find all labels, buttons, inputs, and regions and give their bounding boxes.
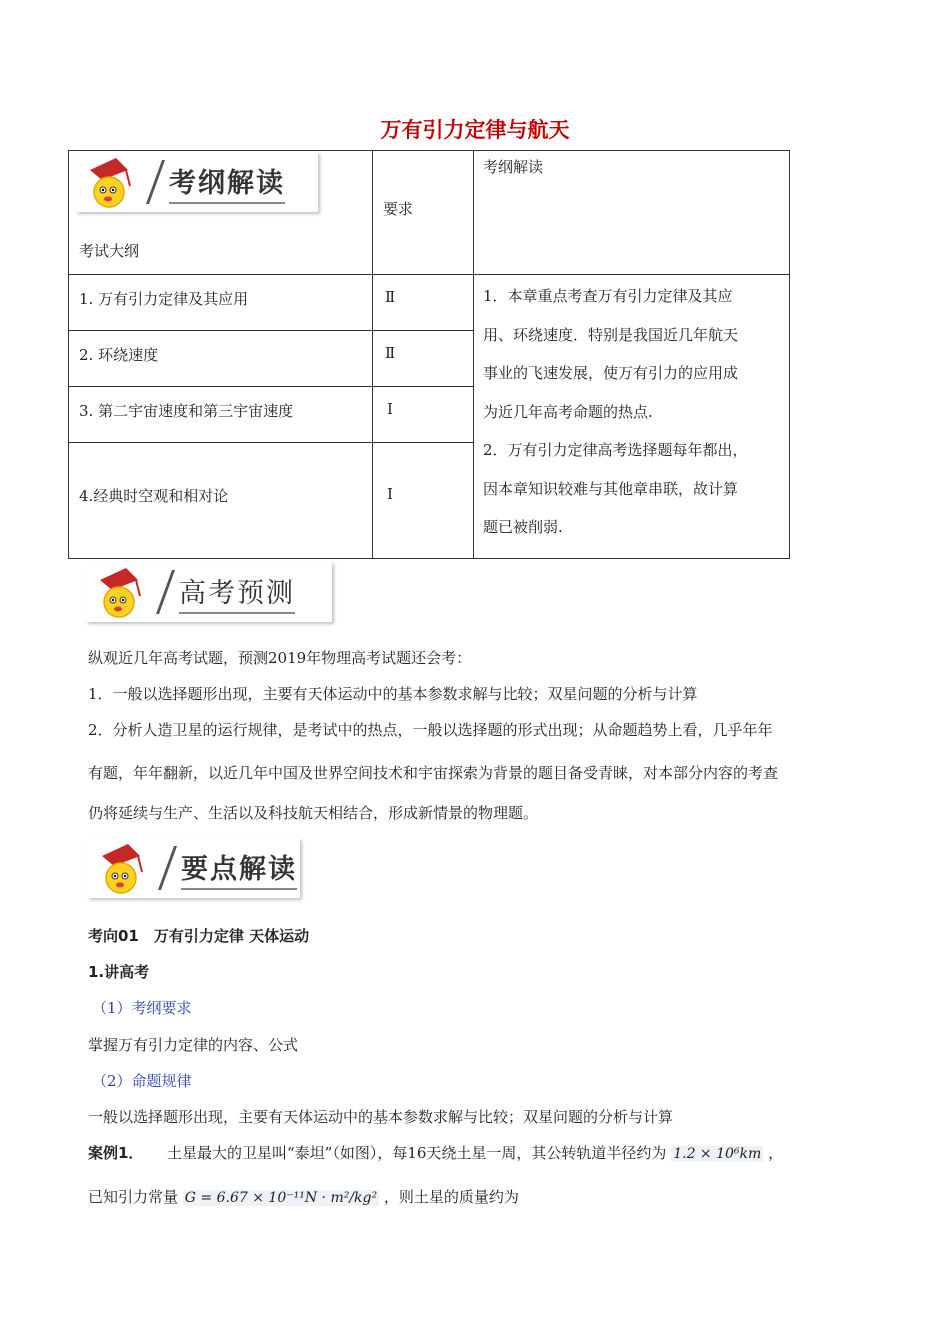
banner-keypoints <box>88 838 300 898</box>
case-formula-gravity: G = 6.67 × 10⁻¹¹N · m²/kg² <box>184 1190 378 1206</box>
forecast-item-2-line: 仍将延续与生产、生活以及科技航天相结合，形成新情景的物理题。 <box>88 804 539 822</box>
topic-4: 4.经典时空观和相对论 <box>79 487 229 505</box>
forecast-item-1: 1．一般以选择题形出现，主要有天体运动中的基本参数求解与比较；双星问题的分析与计算 <box>88 685 698 703</box>
banner-keypoints-text: 要点解读 <box>181 847 297 890</box>
case-comma: ， <box>768 1144 784 1162</box>
page-title: 万有引力定律与航天 <box>380 118 570 142</box>
header-cell-requirement <box>373 151 474 275</box>
case-line-1 <box>88 1143 783 1164</box>
banner-outline <box>76 152 318 212</box>
interpretation-cell <box>474 275 790 559</box>
forecast-intro: 纵观近几年高考试题，预测2019年物理高考试题还会考： <box>88 649 472 667</box>
header-cell-interpretation <box>474 151 790 275</box>
case-text-1: 土星最大的卫星叫“泰坦”（如图），每16天绕土星一周，其公转轨道半径约为 <box>167 1144 667 1162</box>
interp-line: 因本章知识较难与其他章串联，故计算 <box>483 479 739 498</box>
mascot-icon <box>88 838 152 898</box>
case-text-2a: 已知引力常量 <box>88 1188 179 1206</box>
mascot-icon <box>76 152 140 212</box>
banner-forecast <box>86 562 332 622</box>
table-row <box>69 331 373 387</box>
forecast-item-2-line: 2．分析人造卫星的运行规律，是考试中的热点，一般以选择题的形式出现；从命题趋势上看，几乎年年 <box>88 721 773 739</box>
subsection-heading: 1.讲高考 <box>88 963 150 981</box>
section-heading: 考向01 万有引力定律 天体运动 <box>88 927 310 945</box>
case-formula-radius: 1.2 × 10⁶km <box>673 1146 762 1162</box>
interp-line: 题已被削弱. <box>483 518 563 536</box>
rule-label: （2）命题规律 <box>92 1072 192 1090</box>
forecast-item-2-line: 有题，年年翻新，以近几年中国及世界空间技术和宇宙探索为背景的题目备受青睐，对本部分内容的考查 <box>88 764 779 782</box>
banner-forecast-text: 高考预测 <box>179 571 295 614</box>
case-text-2b: ，则土星的质量约为 <box>383 1188 519 1206</box>
interpretation-text <box>483 277 748 547</box>
case-line-2 <box>88 1187 519 1208</box>
mascot-icon <box>86 562 150 622</box>
case-label: 案例1． <box>88 1144 144 1162</box>
interp-line: 事业的飞速发展，使万有引力的应用成 <box>483 364 739 382</box>
requirement-text: 掌握万有引力定律的内容、公式 <box>88 1036 299 1054</box>
interp-line: 2．万有引力定律高考选择题每年都出， <box>483 441 748 459</box>
header-outline-label: 考试大纲 <box>79 242 140 260</box>
interp-line: 1．本章重点考查万有引力定律及其应 <box>483 287 733 305</box>
interp-line: 用、环绕速度．特别是我国近几年航天 <box>483 325 739 344</box>
table-row <box>69 387 373 443</box>
topic-3: 3. 第二宇宙速度和第三宇宙速度 <box>79 402 294 420</box>
header-requirement-label: 要求 <box>383 200 414 218</box>
table-row <box>69 443 373 559</box>
topic-2: 2. 环绕速度 <box>79 346 159 364</box>
header-interpretation-label: 考纲解读 <box>483 158 544 176</box>
requirement-label: （1）考纲要求 <box>92 999 192 1017</box>
interp-line: 为近几年高考命题的热点. <box>483 402 653 421</box>
level-3: Ⅰ <box>387 400 393 418</box>
level-1: Ⅱ <box>385 288 396 306</box>
table-row <box>69 275 373 331</box>
topic-1: 1. 万有引力定律及其应用 <box>79 290 249 308</box>
rule-text: 一般以选择题形出现，主要有天体运动中的基本参数求解与比较；双星问题的分析与计算 <box>88 1108 674 1126</box>
banner-outline-text: 考纲解读 <box>169 161 285 204</box>
level-2: Ⅱ <box>385 344 396 362</box>
level-4: Ⅰ <box>387 485 393 503</box>
